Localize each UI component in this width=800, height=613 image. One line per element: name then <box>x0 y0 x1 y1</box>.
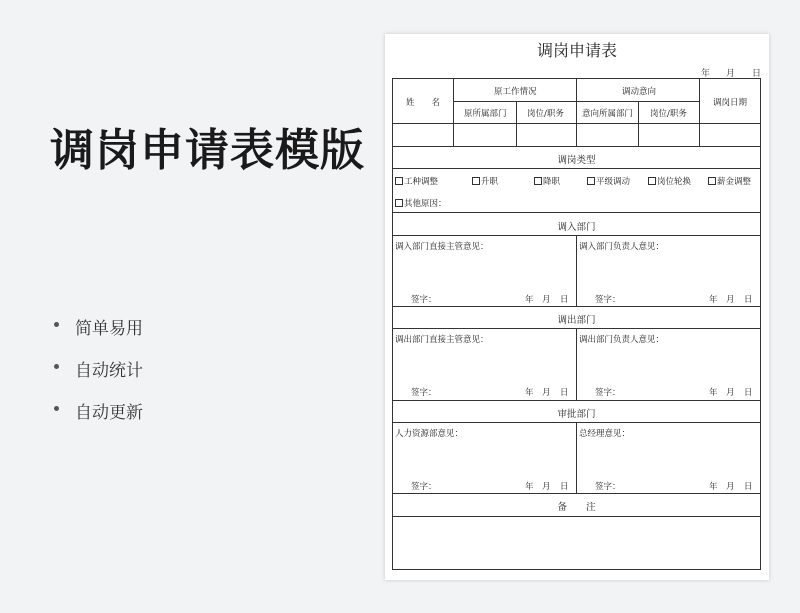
other-reason-option[interactable]: 其他原因： <box>395 197 447 209</box>
divider <box>392 493 761 494</box>
original-header: 原工作情况 <box>494 87 537 97</box>
sign-day-label: 日 <box>744 295 753 305</box>
divider <box>576 78 577 146</box>
in-right-opinion-label: 调入部门负责人意见： <box>579 242 665 252</box>
gm-opinion-label: 总经理意见： <box>579 429 631 439</box>
bullet-icon <box>54 406 59 411</box>
sign-day-label: 日 <box>560 482 569 492</box>
checkbox-icon[interactable] <box>708 177 716 185</box>
divider <box>392 168 761 169</box>
bullet-icon <box>54 322 59 327</box>
intent-dept-header: 意向所属部门 <box>582 109 634 119</box>
sign-label: 签字： <box>411 388 437 398</box>
checkbox-icon[interactable] <box>472 177 480 185</box>
type-option[interactable]: 平级调动 <box>587 175 630 187</box>
sign-day-label: 日 <box>560 388 569 398</box>
sign-month-label: 月 <box>726 388 735 398</box>
divider <box>392 400 761 401</box>
out-right-opinion-label: 调出部门负责人意见： <box>579 335 665 345</box>
divider <box>392 146 761 147</box>
sign-label: 签字： <box>411 482 437 492</box>
name-header: 姓 名 <box>406 98 441 108</box>
divider <box>576 422 577 493</box>
in-section-title: 调入部门 <box>557 222 596 233</box>
sign-label: 签字： <box>595 482 621 492</box>
remarks-label: 备 注 <box>557 502 596 513</box>
type-option[interactable]: 薪金调整 <box>708 175 751 187</box>
sign-month-label: 月 <box>542 295 551 305</box>
out-section-title: 调出部门 <box>557 315 596 326</box>
sign-year-label: 年 <box>709 482 718 492</box>
in-left-opinion-label: 调入部门直接主管意见： <box>395 242 489 252</box>
divider <box>699 78 700 146</box>
divider <box>392 212 761 213</box>
approve-section-title: 审批部门 <box>557 409 596 420</box>
date-year-label: 年 <box>701 69 711 79</box>
intent-header: 调动意向 <box>622 87 657 97</box>
sign-month-label: 月 <box>542 388 551 398</box>
type-section-title: 调岗类型 <box>557 155 596 166</box>
sign-year-label: 年 <box>525 388 534 398</box>
divider <box>576 328 577 400</box>
type-option[interactable]: 工种调整 <box>395 175 438 187</box>
date-day-label: 日 <box>752 69 762 79</box>
sign-label: 签字： <box>595 388 621 398</box>
page-title: 调岗申请表模版 <box>50 125 365 176</box>
sign-year-label: 年 <box>709 388 718 398</box>
sign-day-label: 日 <box>744 482 753 492</box>
out-left-opinion-label: 调出部门直接主管意见： <box>395 335 489 345</box>
sign-year-label: 年 <box>525 295 534 305</box>
orig-dept-header: 原所属部门 <box>464 109 507 119</box>
checkbox-icon[interactable] <box>395 177 403 185</box>
divider <box>392 306 761 307</box>
checkbox-icon[interactable] <box>395 199 403 207</box>
divider <box>392 516 761 517</box>
bullet-icon <box>54 364 59 369</box>
sign-year-label: 年 <box>709 295 718 305</box>
intent-post-header: 岗位/职务 <box>650 109 687 119</box>
sign-day-label: 日 <box>560 295 569 305</box>
sign-month-label: 月 <box>726 295 735 305</box>
sign-label: 签字： <box>595 295 621 305</box>
checkbox-icon[interactable] <box>534 177 542 185</box>
type-option[interactable]: 降职 <box>534 175 560 187</box>
divider <box>516 101 517 146</box>
form-title: 调岗申请表 <box>536 41 617 60</box>
sign-label: 签字： <box>411 295 437 305</box>
checkbox-icon[interactable] <box>587 177 595 185</box>
divider <box>638 101 639 146</box>
divider <box>453 78 454 146</box>
sign-month-label: 月 <box>726 482 735 492</box>
sign-day-label: 日 <box>744 388 753 398</box>
sign-month-label: 月 <box>542 482 551 492</box>
orig-post-header: 岗位/职务 <box>527 109 564 119</box>
checkbox-icon[interactable] <box>648 177 656 185</box>
date-month-label: 月 <box>726 69 736 79</box>
sign-year-label: 年 <box>525 482 534 492</box>
divider <box>576 235 577 306</box>
type-option[interactable]: 升职 <box>472 175 498 187</box>
type-option[interactable]: 岗位轮换 <box>648 175 691 187</box>
hr-opinion-label: 人力资源部意见： <box>395 429 464 439</box>
transfer-date-header: 调岗日期 <box>713 98 748 108</box>
